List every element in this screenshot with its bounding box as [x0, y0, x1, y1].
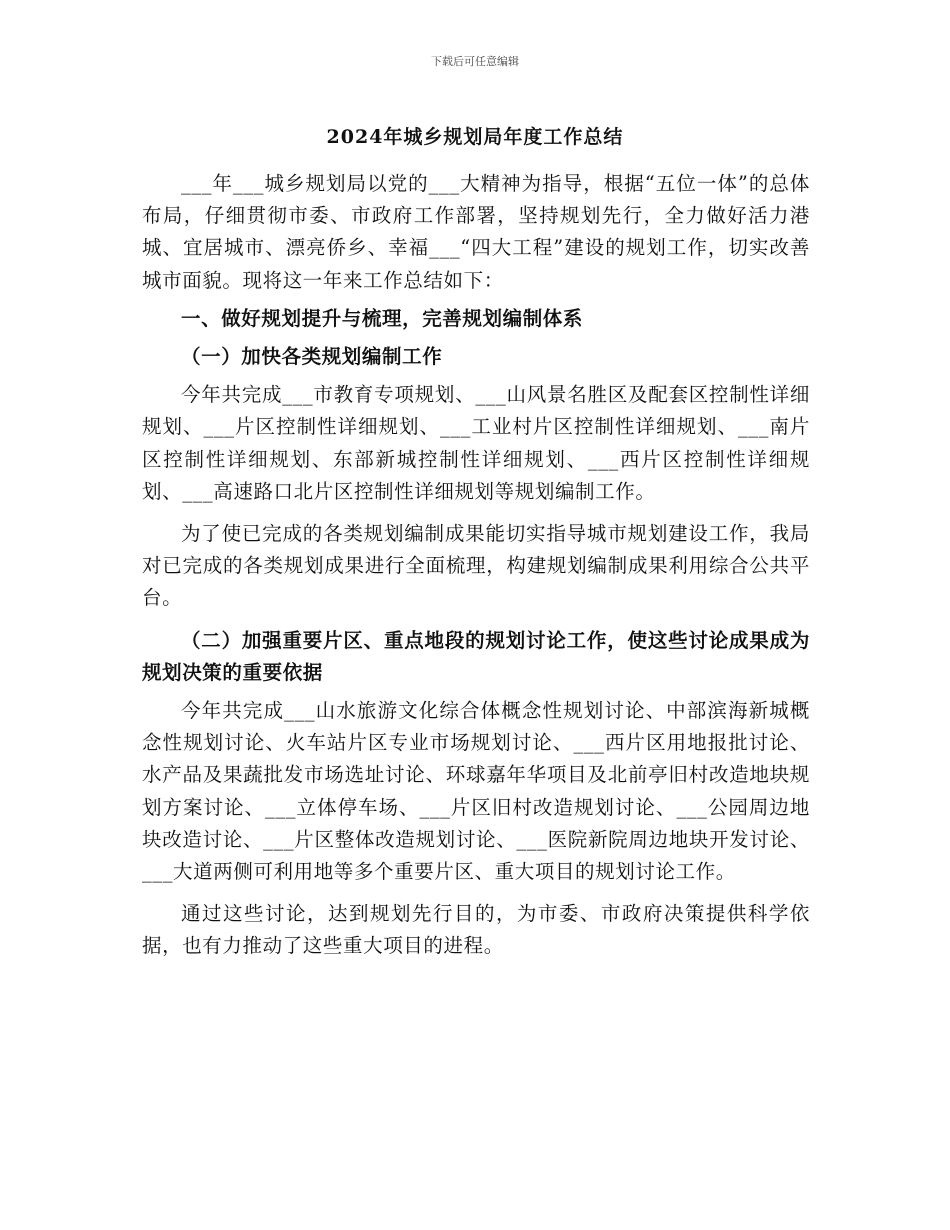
subsection-heading-1: （一）加快各类规划编制工作 [181, 345, 443, 369]
subsection-1-paragraph-2: 为了使已完成的各类规划编制成果能切实指导城市规划建设工作，我局对已完成的各类规划成果进行全面梳理，构建规划编制成果利用综合公共平台。 [142, 522, 810, 610]
document-body [142, 168, 810, 963]
document-title: 2024年城乡规划局年度工作总结 [326, 126, 624, 148]
subsection-2-paragraph-1: 今年共完成___山水旅游文化综合体概念性规划讨论、中部滨海新城概念性规划讨论、火车站片区专业市场规划讨论、___西片区用地报批讨论、水产品及果蔬批发市场选址讨论、环球嘉年华项目及北前亭旧村改造地块规划方案讨论、___立体停车场、___片区旧村改造规划讨论、___公园周边地块改造讨论、___片区整体改造规划讨论、___医院新院周边地块开发讨论、___大道两侧可利用地等多个重要片区、重大项目的规划讨论工作。 [142, 699, 810, 884]
intro-paragraph: ___年___城乡规划局以党的___大精神为指导，根据“五位一体”的总体布局，仔细贯彻市委、市政府工作部署，坚持规划先行，全力做好活力港城、宜居城市、漂亮侨乡、幸福___“四大工程”建设的规划工作，切实改善城市面貌。现将这一年来工作总结如下： [142, 172, 810, 292]
subsection-heading-2: （二）加强重要片区、重点地段的规划讨论工作，使这些讨论成果成为规划决策的重要依据 [142, 628, 810, 684]
subsection-1-paragraph-1: 今年共完成___市教育专项规划、___山风景名胜区及配套区控制性详细规划、___片区控制性详细规划、___工业村片区控制性详细规划、___南片区控制性详细规划、东部新城控制性详细规划、___西片区控制性详细规划、___高速路口北片区控制性详细规划等规划编制工作。 [142, 383, 810, 503]
section-heading-1: 一、做好规划提升与梳理，完善规划编制体系 [181, 306, 584, 330]
subsection-2-paragraph-2: 通过这些讨论，达到规划先行目的，为市委、市政府决策提供科学依据，也有力推动了这些重大项目的进程。 [142, 902, 810, 958]
header-note: 下载后可任意编辑 [431, 55, 519, 68]
